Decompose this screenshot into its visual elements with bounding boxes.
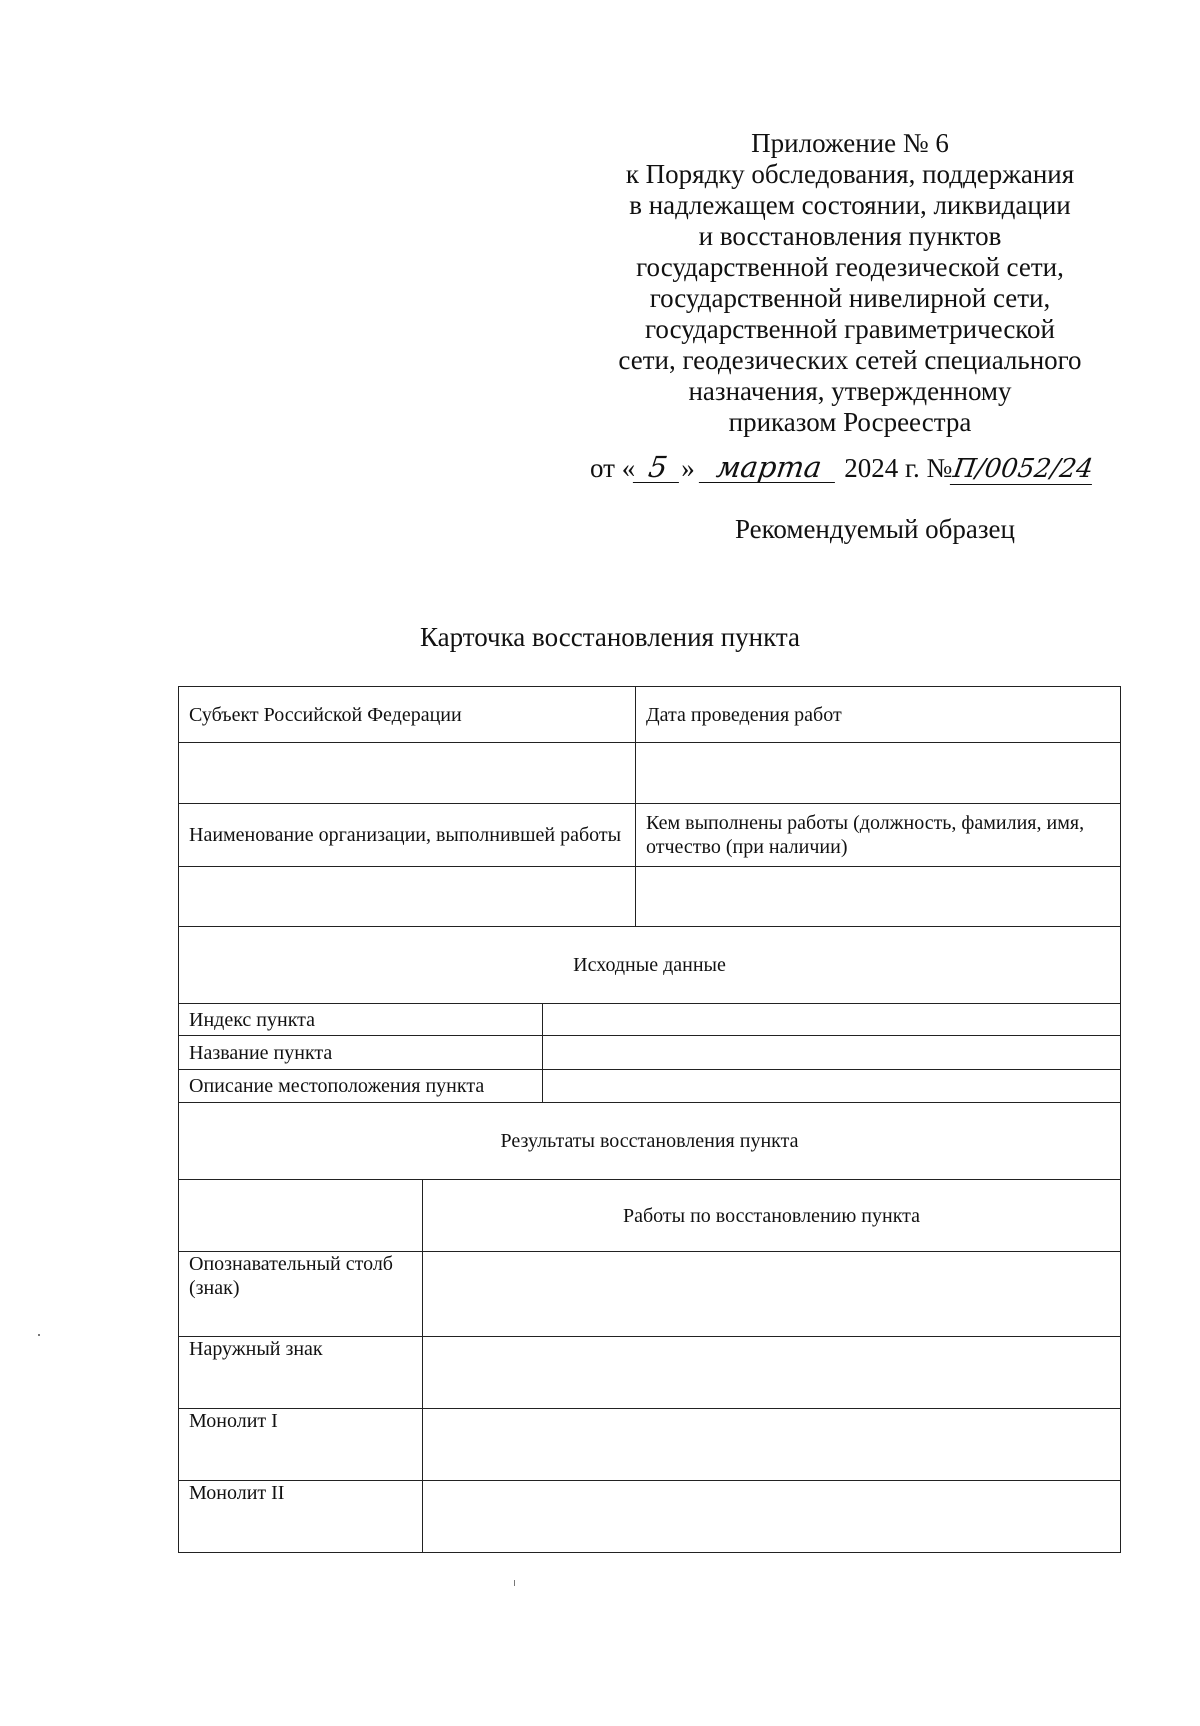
- source-label-cell: [179, 1004, 543, 1036]
- appendix-line: Приложение № 6: [751, 128, 949, 158]
- org-label-cell: [179, 804, 636, 867]
- results-corner-cell: [179, 1180, 423, 1252]
- appendix-line: государственной гравиметрической: [645, 314, 1055, 344]
- subject-label: Субъект Российской Федерации: [189, 703, 462, 726]
- outer-sign-works-cell[interactable]: [423, 1337, 1121, 1409]
- works-header: Работы по восстановлению пункта: [622, 1204, 921, 1227]
- date-label: Дата проведения работ: [646, 703, 842, 726]
- appendix-line: в надлежащем состоянии, ликвидации: [629, 190, 1071, 220]
- point-index-value[interactable]: [543, 1004, 1121, 1036]
- appendix-line: к Порядку обследования, поддержания: [625, 159, 1075, 189]
- handwritten-month: марта: [699, 452, 839, 483]
- works-header-cell: [423, 1180, 1121, 1252]
- appendix-line: государственной нивелирной сети,: [649, 283, 1051, 313]
- performer-value-cell[interactable]: [636, 867, 1121, 927]
- results-header-cell: [179, 1103, 1121, 1180]
- date-mid: »: [681, 453, 695, 483]
- result-label-cell: [179, 1337, 423, 1409]
- date-value-cell[interactable]: [636, 743, 1121, 804]
- org-value-cell[interactable]: [179, 867, 636, 927]
- scan-speck: [38, 1334, 40, 1336]
- table-row: [179, 867, 1121, 927]
- result-label-cell: [179, 1409, 423, 1481]
- restoration-card-table: [178, 686, 1121, 1553]
- appendix-line: сети, геодезических сетей специального: [618, 345, 1082, 375]
- appendix-line: и восстановления пунктов: [698, 221, 1002, 251]
- table-row: [179, 1036, 1121, 1070]
- handwritten-order-number: П/0052/24: [951, 454, 1096, 484]
- order-date-line: [590, 452, 1170, 485]
- org-label: Наименование организации, выполнившей работы: [189, 824, 622, 846]
- handwritten-day: 5: [633, 452, 683, 483]
- appendix-line: назначения, утвержденному: [688, 376, 1012, 406]
- table-row: [179, 927, 1121, 1004]
- results-header: Результаты восстановления пункта: [500, 1130, 799, 1152]
- point-name-label: Название пункта: [189, 1041, 333, 1064]
- table-row: [179, 743, 1121, 804]
- performer-label: Кем выполнены работы (должность, фамилия, имя, отчество (при наличии): [646, 812, 1085, 858]
- date-year: 2024 г. №: [844, 453, 953, 483]
- monolith-2-label: Монолит II: [189, 1482, 285, 1504]
- table-row: [179, 687, 1121, 743]
- table-row: [179, 1337, 1121, 1409]
- performer-label-cell: [636, 804, 1121, 867]
- card-title: Карточка восстановления пункта: [419, 622, 800, 652]
- marker-post-label: Опознавательный столб (знак): [189, 1253, 393, 1299]
- source-label-cell: [179, 1070, 543, 1103]
- result-label-cell: [179, 1252, 423, 1337]
- table-row: [179, 1481, 1121, 1553]
- table-row: [179, 804, 1121, 867]
- table-row: [179, 1252, 1121, 1337]
- date-prefix: от «: [590, 453, 636, 483]
- source-label-cell: [179, 1036, 543, 1070]
- table-row: [179, 1409, 1121, 1481]
- recommended-sample-label: Рекомендуемый образец: [734, 514, 1015, 544]
- marker-post-works-cell[interactable]: [423, 1252, 1121, 1337]
- source-data-header: Исходные данные: [573, 954, 726, 976]
- point-index-label: Индекс пункта: [189, 1008, 316, 1031]
- point-name-value[interactable]: [543, 1036, 1121, 1070]
- scan-speck: [514, 1580, 515, 1586]
- point-location-value[interactable]: [543, 1070, 1121, 1103]
- appendix-line: государственной геодезической сети,: [636, 252, 1064, 282]
- table-row: [179, 1070, 1121, 1103]
- result-label-cell: [179, 1481, 423, 1553]
- point-location-label: Описание местоположения пункта: [189, 1075, 485, 1097]
- outer-sign-label: Наружный знак: [189, 1338, 323, 1360]
- appendix-line: приказом Росреестра: [728, 407, 972, 437]
- subject-value-cell[interactable]: [179, 743, 636, 804]
- date-label-cell: [636, 687, 1121, 743]
- source-data-header-cell: [179, 927, 1121, 1004]
- subject-label-cell: [179, 687, 636, 743]
- appendix-header: [600, 128, 1100, 438]
- monolith-1-works-cell[interactable]: [423, 1409, 1121, 1481]
- table-row: [179, 1180, 1121, 1252]
- table-row: [179, 1103, 1121, 1180]
- monolith-1-label: Монолит I: [189, 1410, 278, 1432]
- table-row: [179, 1004, 1121, 1036]
- monolith-2-works-cell[interactable]: [423, 1481, 1121, 1553]
